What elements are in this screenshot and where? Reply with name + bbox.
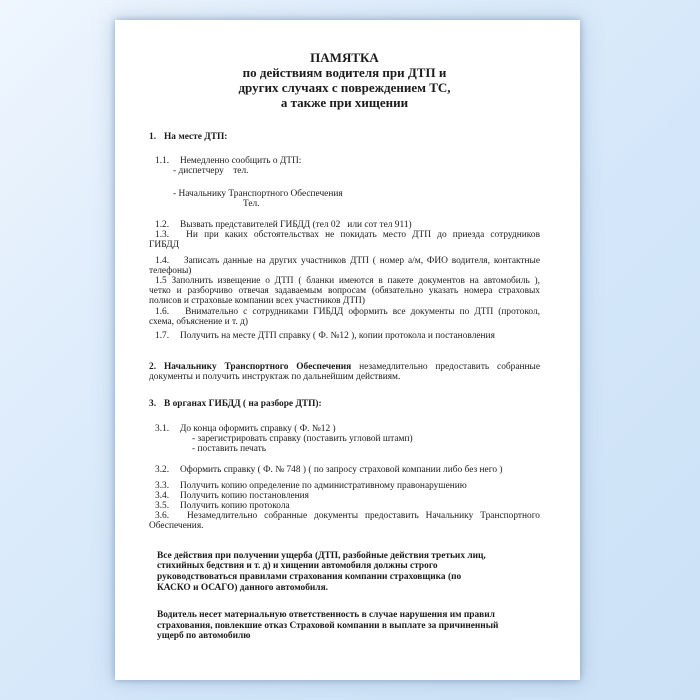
title-line: других случаях с повреждением ТС, [238,80,451,95]
item-1-4-number: 1.4. [155,255,170,266]
item-3-4 [149,491,540,501]
item-1-6-number: 1.6. [155,306,170,317]
item-3-1 [149,424,540,434]
item-1-3-text: Ни при каких обстоятельствах не покидать место ДТП до приезда сотрудников [186,230,540,241]
item-1-6-wrap: схема, объяснение и т. д) [149,316,248,327]
item-1-2-text: Вызвать представителей ГИБДД (тел 02 или сот тел 911) [180,220,412,231]
item-1-5-line-2: четко и разборчиво отвечая задаваемым вопросам (обязательно указать номера страховых [149,286,540,297]
item-3-3-text: Получить копию определение по административному правонарушению [180,480,467,491]
item-1-7 [149,331,540,341]
warning-paragraph-2 [157,610,540,642]
item-3-3-number: 3.3. [155,480,170,491]
item-1-2-number: 1.2. [155,220,170,231]
item-1-4-wrap: телефоны) [149,265,192,276]
item-3-1-number: 3.1. [155,423,170,434]
section-1-number: 1. [149,132,157,142]
item-3-2 [149,465,540,475]
item-1-5-line-1: 1.5 Заполнить извещение о ДТП ( бланки имеются в пакете документов на автомобиль ), [155,276,540,287]
document-content [115,20,580,680]
item-3-6-wrap: Обеспечения. [149,521,204,532]
section-2-wrap: документы и получить инструктаж по дальнейшим действиям. [149,372,401,383]
section-2-number: 2. [149,362,157,373]
title-line: ПАМЯТКА [310,50,379,65]
item-1-4-text: Записать данные на других участников ДТП ( номер а/м, ФИО водителя, контактные [183,255,541,266]
item-3-1-sub-2: - поставить печать [192,444,267,455]
item-1-6 [149,307,540,317]
document-title [149,50,540,110]
item-3-6 [149,511,540,521]
warning-1-line: стихийных бедствия и т. д) и хищении автомобиля должны строго [157,561,438,572]
warning-2-line: ущерб по автомобилю [157,631,251,642]
item-3-1-text: До конца оформить справку ( Ф. №12 ) [180,423,336,434]
item-1-6-text: Внимательно с сотрудниками ГИБДД оформить все документы по ДТП (протокол, [185,306,541,317]
item-1-1-text: Немедленно сообщить о ДТП: [180,156,302,167]
title-line: по действиям водителя при ДТП и [242,65,447,80]
item-1-7-number: 1.7. [155,331,170,342]
item-3-5-number: 3.5. [155,501,170,512]
item-1-5-line-3: полисов и страховые компании всех участников ДТП) [149,296,365,307]
item-3-5 [149,501,540,511]
item-3-2-text: Оформить справку ( Ф. № 748 ) ( по запросу страховой компании либо без него ) [180,465,503,476]
warning-2-line: Водитель несет материальную ответственность в случае нарушения им правил [157,609,495,620]
section-2-paragraph [149,362,540,372]
item-1-2 [149,220,540,230]
warning-1-line: руководствоваться правилами страхования компании страховщика (по [157,572,462,583]
item-3-2-number: 3.2. [155,465,170,476]
warning-2-line: страхования, повлекшие отказ Страховой компании в выплате за причиненный [157,620,499,631]
warning-paragraph-1 [157,551,540,594]
section-3-title: В органах ГИБДД ( на разборе ДТП): [164,398,322,409]
warning-1-line: Все действия при получении ущерба (ДТП, разбойные действия третьих лиц, [157,550,486,561]
item-1-1-number: 1.1. [155,156,170,167]
item-3-4-number: 3.4. [155,490,170,501]
item-1-1-chief-line: - Начальнику Транспортного Обеспечения [173,188,343,199]
item-3-1-sub-1: - зарегистрировать справку (поставить угловой штамп) [192,434,413,445]
section-2-title: Начальнику Транспортного Обеспечения [164,362,352,373]
item-1-3-number: 1.3. [155,230,170,241]
section-3-number: 3. [149,398,157,409]
item-3-6-text: Незамедлительно собранные документы предоставить Начальнику Транспортного [186,511,540,522]
section-2-text: незамедлительно предоставить собранные [359,362,540,373]
section-3-heading [149,399,540,409]
warning-1-line: КАСКО и ОСАГО) данного автомобиля. [157,583,328,594]
item-1-7-text: Получить на месте ДТП справку ( Ф. №12 ), копии протокола и постановления [180,331,495,342]
section-1-heading [149,132,540,142]
item-1-1 [149,156,540,166]
item-1-3-wrap: ГИБДД [149,240,180,251]
title-line: а также при хищении [280,95,409,110]
item-1-1-chief-tel: Тел. [243,198,260,209]
section-1-title: На месте ДТП: [164,132,228,142]
item-3-6-number: 3.6. [155,511,170,522]
item-3-4-text: Получить копию постановления [180,490,309,501]
item-1-1-dispatcher-line: - диспетчеру тел. [173,166,249,177]
item-3-5-text: Получить копию протокола [180,501,290,512]
document-page [115,20,580,680]
item-1-4 [149,256,540,266]
item-1-3 [149,230,540,240]
item-3-3 [149,481,540,491]
